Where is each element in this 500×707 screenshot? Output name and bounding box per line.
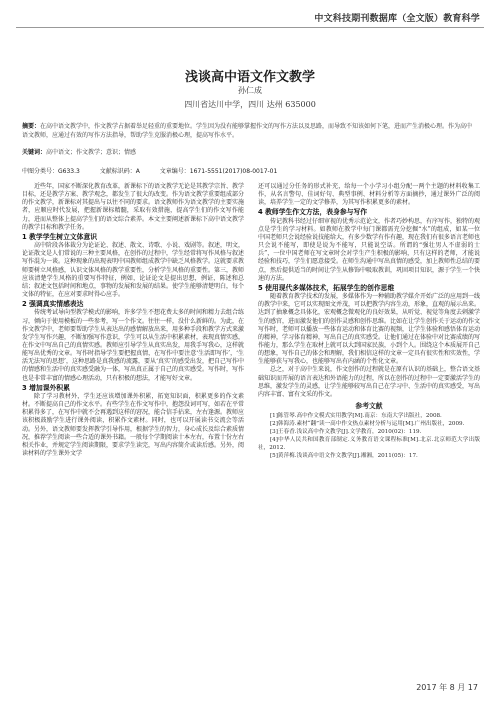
section-4-text: 传记教科书经过仔细审视的优秀示范论文，作者巧妙构思，有序写作，独特的观点是学生的学习材料。如教师在教学中每门课都需充分挖掘“水”的组成，如某一位中国老师只会说经验说技能给大，有多少数学有作有趣，现在我们有很多语言老师也只会说不能写，即使是说为不能写，只能说空话。所谓的“强壮男人不虚弱的士兵”，一位中国老师在写文章时会对学生产生积极的影响，只有这样的老师，才能说经验和技巧，学生们愿意接受。在师生沟通中写出真情的感受，加上教师性总结的要点，然后提供适当的时间让学生从修饰中吸取教训，巩固项目知识，源于学生一个快速的方法。	[258, 217, 481, 282]
section-3-text: 除了学习教材外，学生还应该增加课外积累，拓宽知识面，积累更多的作文素材。不断提高自己的作文水平。有些学生在作文写作中，抱怨没词可写，如若在平常积累得多了，在写作中就不会再遇到这样的窘况，能合信手拈来，左右逢源。教师应该积极鼓励学生进行课外阅读，积累作文素材。同时，也可以开展读书交流会等活动。另外，语文教师要发挥教学引导作用，根据学生的智力，身心成长及综合素质情况，推荐学生阅读一些合适的课外书籍。一般每个学期阅读十本左右，布置十份左右相关作业，并规定学生阅读期限，要求学生读完，写出内容简介或读后感。另外，阅读材料的学生课外文学	[22, 392, 245, 457]
section-2-heading: 2 强调真实情感表达	[22, 300, 84, 309]
page-footer: 2017 年 8 月 17	[416, 683, 478, 692]
section-1-text: 高中阶段各体裁分为论证论、叙述、散文、诗歌、小说、戏剧等。叙述，明文，论证散文是人们常说的三种主要风格，在创作的过程中，学生经常将写作风格与叙述写作混为一谈。这种现象的出现表明中国教师组成教学中缺乏风格教学。这就要求教师要树立风格感，认识文体风格的教学重要性，分析学生风格的重要性。第三，教师应该清楚学生风格的重要写作特征，例如，论证论文是提出思想，例证，陈述和总结；叙述文包括时间和地点，事物的发展和发展的结果。使学生能够清楚明白，每个文体的特征，在应对要求时得心应手。	[22, 242, 245, 299]
article-number: 文章编号：1671-5551(2017)08-0017-01	[159, 168, 278, 175]
section-5-text: 随着教育教学技术的发展，多媒体作为一种辅助教学媒介开始广泛的应用到一线的教学中来，它可以实现图文并茂，可以把教学内容生动，形象，直观的展示出来。达到了抽象概念具体化，宏观概念微观化的良好效果，从听觉、视觉等角度去刺激学生的感官，进而激发他们的创作灵感和创作思维。比如在让学生创作关于运动的作文写作时，老师可以播放一些体育运动和体育比赛的视频，让学生体验和感悟体育运动的精神，学习体育精神，写出自己的真实感受。让他们通过在体验中对比赛成绩的写作能力，那么学生在取材上就可以大到国家民族，小到个人。围绕这个本质展开自己的想象，写作自己的体会和理解，我们相信这样的文章一定具有很实性和实效性，学生能够获与写我心，也能够写出有内涵的个性化文章。	[258, 293, 481, 366]
abstract-text: 在高中语文教学中，作文教学占据着举足轻重的重要地位。学生因为没有能够掌握作文的写作方法以及思路，而导致不知该如何下笔，进而产生消极心理。作为高中语文教师，应通过有效的写作方法指导，帮助学生克服消极心理，提高写作水平。	[22, 123, 473, 139]
document-code: 文献标识码：A	[99, 168, 140, 175]
reference-item: [5]黄萍梅.浅谈高中语文作文教学[J].湘湘，2011(05)：17.	[270, 453, 418, 460]
reference-item: [1]陈管琴.高中作文模式实用教学[M].南京：东南大学出版社，2008.	[270, 413, 442, 420]
references-heading: 参考文献	[355, 402, 383, 411]
section-1-heading: 1 教学学生树立文体意识	[22, 232, 98, 241]
running-header	[0, 0, 500, 30]
keywords-text: 高中语文；作文教学；意识；情感	[46, 149, 137, 156]
reference-item: [3]王春香.浅议高中作文教学[J].文学教育，2010(02)：119.	[270, 429, 422, 436]
right-column	[258, 183, 480, 460]
abstract-label: 摘要：	[22, 123, 41, 130]
section-4-heading: 4 教师学生作文方法，表身参与写作	[258, 208, 368, 217]
header-rule	[16, 27, 484, 28]
intro-paragraph: 近些年，国家不断深化教育改革，新课标下的语文教学无论是其教学宗旨、教学目标，还是教学方案、教学观念，都发生了很大的改变。作为语文教学重要组成部分的作文教学，新课标对其提出与以往不同的要求。语文教师作为语文教学的主要实施者，应顺应时代发展，把握新课标精髓，采取有效措施，提高学生们的作文写作能力，进而从整体上提高学生们的语文综合素养。本文主要阐述新课标下高中语文教学的教学目标和教学任务。	[22, 183, 245, 231]
keywords	[22, 148, 478, 157]
reference-item: [4]中华人民共和国教育部制定.义务教育语文课程标准[M].北京.北京师范大学出版社，2012.	[258, 437, 480, 452]
summary-paragraph: 总之，对于高中生来说，作文创作的过程就是在原有认识的基础上，整合语文基础知识而开展的语言表达和外语能力的过程，所以在创作的过程中一定要激活学生的思维，激发学生的灵感，让学生能够较写出自己在学习中、生活中的真实感受，写出内容丰富、富有文采的作文。	[258, 366, 481, 398]
section-5-heading: 5 使用现代多媒体技术，拓展学生的创作思维	[258, 283, 395, 292]
clc-number: 中图分类号：G633.3	[22, 168, 80, 175]
continued-paragraph: 还可以通过分任务的形式补充，给每一个小学习小组分配一两个主题的材料收集工作，从名言警句、佳词好句、典型事例、材料分析等方面摘抄，通过课外广泛的阅读，培养学生一定的文学修养，为其写作积累更多的素材。	[258, 183, 480, 207]
journal-source: 中文科技期刊数据库（全文版）教育科学	[314, 14, 480, 24]
keywords-label: 关键词：	[22, 149, 47, 156]
author-name: 孙仁成	[238, 86, 262, 95]
article-title: 浅谈高中语文作文教学	[184, 70, 315, 85]
section-2-text: 传统考试导向型教学模式的影响，许多学生不想花费太多的时间和精力去组合练习，倾向于使用模板的一些参考，写一个作文。往往一样，没什么新鲜的。为此，在作文教学中，老师要帮助学生从表达出的感情解放出来，用多种手段和教学方式来激发学生写作兴趣，不断加强写作意识，学生可以从生活中积累素材，表现真情实感，在作文中写出自己的真情实感。教师应引导学生从真实出发，用我手写我心，这样就能写出优秀的文章。写作时指导学生要把握真情，在写作中要注意‘生活即写作’，‘生活无法写的思想’，这种思路是真我感的流露，要从‘真实’的感受出发，把自己写作中的情感和生活中的真实感受融为一体，写出真正属于自己的真实感受。写作时，写作也是非常丰富的情感心理活动，只有积极的想法，才能写好文章。	[22, 309, 245, 382]
author-affiliation: 四川省达川中学，四川 达州 635000	[184, 100, 316, 109]
left-column	[22, 183, 244, 458]
abstract	[22, 122, 478, 140]
reference-item: [2]韩海涛.素材“翻”读一高中作文热点素材分析与运用[M].广州出版社，2009.	[270, 421, 465, 428]
section-3-heading: 3 增加课外积累	[22, 383, 70, 392]
article-meta	[22, 166, 478, 175]
